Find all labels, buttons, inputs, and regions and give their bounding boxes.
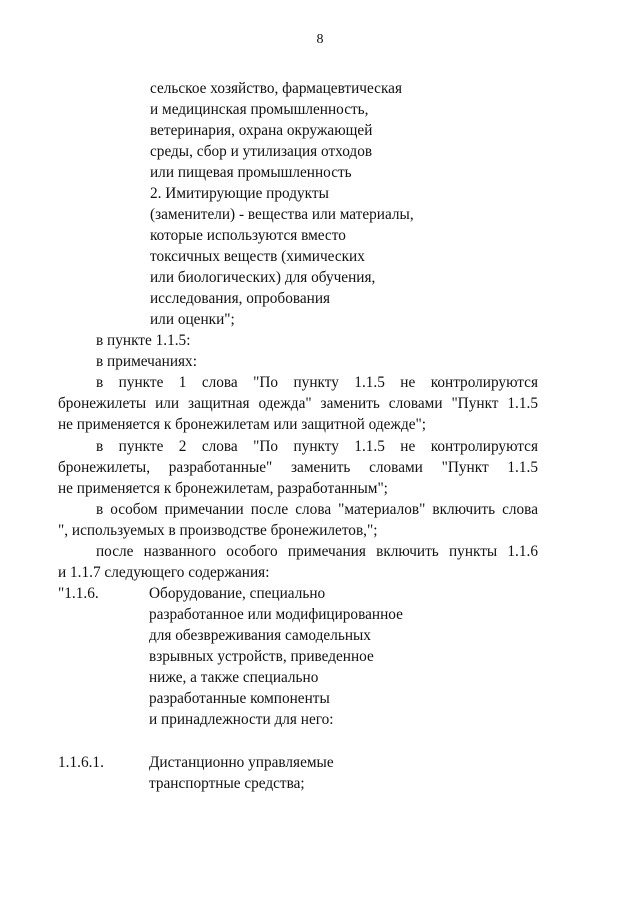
item-number: 1.1.6.1. — [58, 754, 104, 771]
text-line: разработанное или модифицированное — [149, 606, 403, 623]
text-line: Дистанционно управляемые — [149, 754, 334, 771]
text-line: (заменители) - вещества или материалы, — [150, 206, 414, 223]
text-line: для обезвреживания самодельных — [149, 627, 371, 644]
text-line: или оценки"; — [150, 311, 235, 328]
text-line: или биологических) для обучения, — [150, 269, 376, 286]
text-line: не применяется к бронежилетам, разработанным"; — [58, 480, 388, 497]
text-line: которые используются вместо — [150, 227, 346, 244]
text-line: среды, сбор и утилизация отходов — [150, 143, 373, 160]
text-line: 2. Имитирующие продукты — [150, 185, 329, 202]
text-line: разработанные компоненты — [149, 690, 330, 707]
notes-heading: в примечаниях: — [96, 353, 197, 370]
text-line: бронежилеты, разработанные" заменить словами "Пункт 1.1.5 — [58, 459, 538, 476]
text-line: в пункте 1 слова "По пункту 1.1.5 не контролируются — [96, 374, 538, 391]
text-line: и медицинская промышленность, — [150, 101, 369, 118]
text-line: и 1.1.7 следующего содержания: — [58, 564, 270, 581]
item-number: "1.1.6. — [58, 585, 99, 602]
text-line: исследования, опробования — [150, 290, 331, 307]
text-line: сельское хозяйство, фармацевтическая — [150, 80, 402, 97]
text-line: токсичных веществ (химических — [150, 248, 365, 265]
text-line: или пищевая промышленность — [150, 164, 352, 181]
text-line: в особом примечании после слова "материалов" включить слова — [96, 501, 538, 518]
text-line: транспортные средства; — [149, 775, 305, 792]
text-line: ниже, а также специально — [149, 669, 319, 686]
text-line: бронежилеты или защитная одежда" заменить словами "Пункт 1.1.5 — [58, 395, 538, 412]
point-heading: в пункте 1.1.5: — [96, 332, 191, 349]
text-line: после названного особого примечания включить пункты 1.1.6 — [96, 543, 538, 560]
page-number: 8 — [316, 32, 324, 47]
text-line: и принадлежности для него: — [149, 711, 334, 728]
text-line: Оборудование, специально — [149, 585, 326, 602]
text-line: в пункте 2 слова "По пункту 1.1.5 не контролируются — [96, 438, 538, 455]
text-line: ветеринария, охрана окружающей — [150, 122, 373, 139]
text-line: взрывных устройств, приведенное — [149, 648, 374, 665]
text-line: ", используемых в производстве бронежилетов,"; — [58, 522, 378, 539]
text-line: не применяется к бронежилетам или защитной одежде"; — [58, 416, 427, 433]
